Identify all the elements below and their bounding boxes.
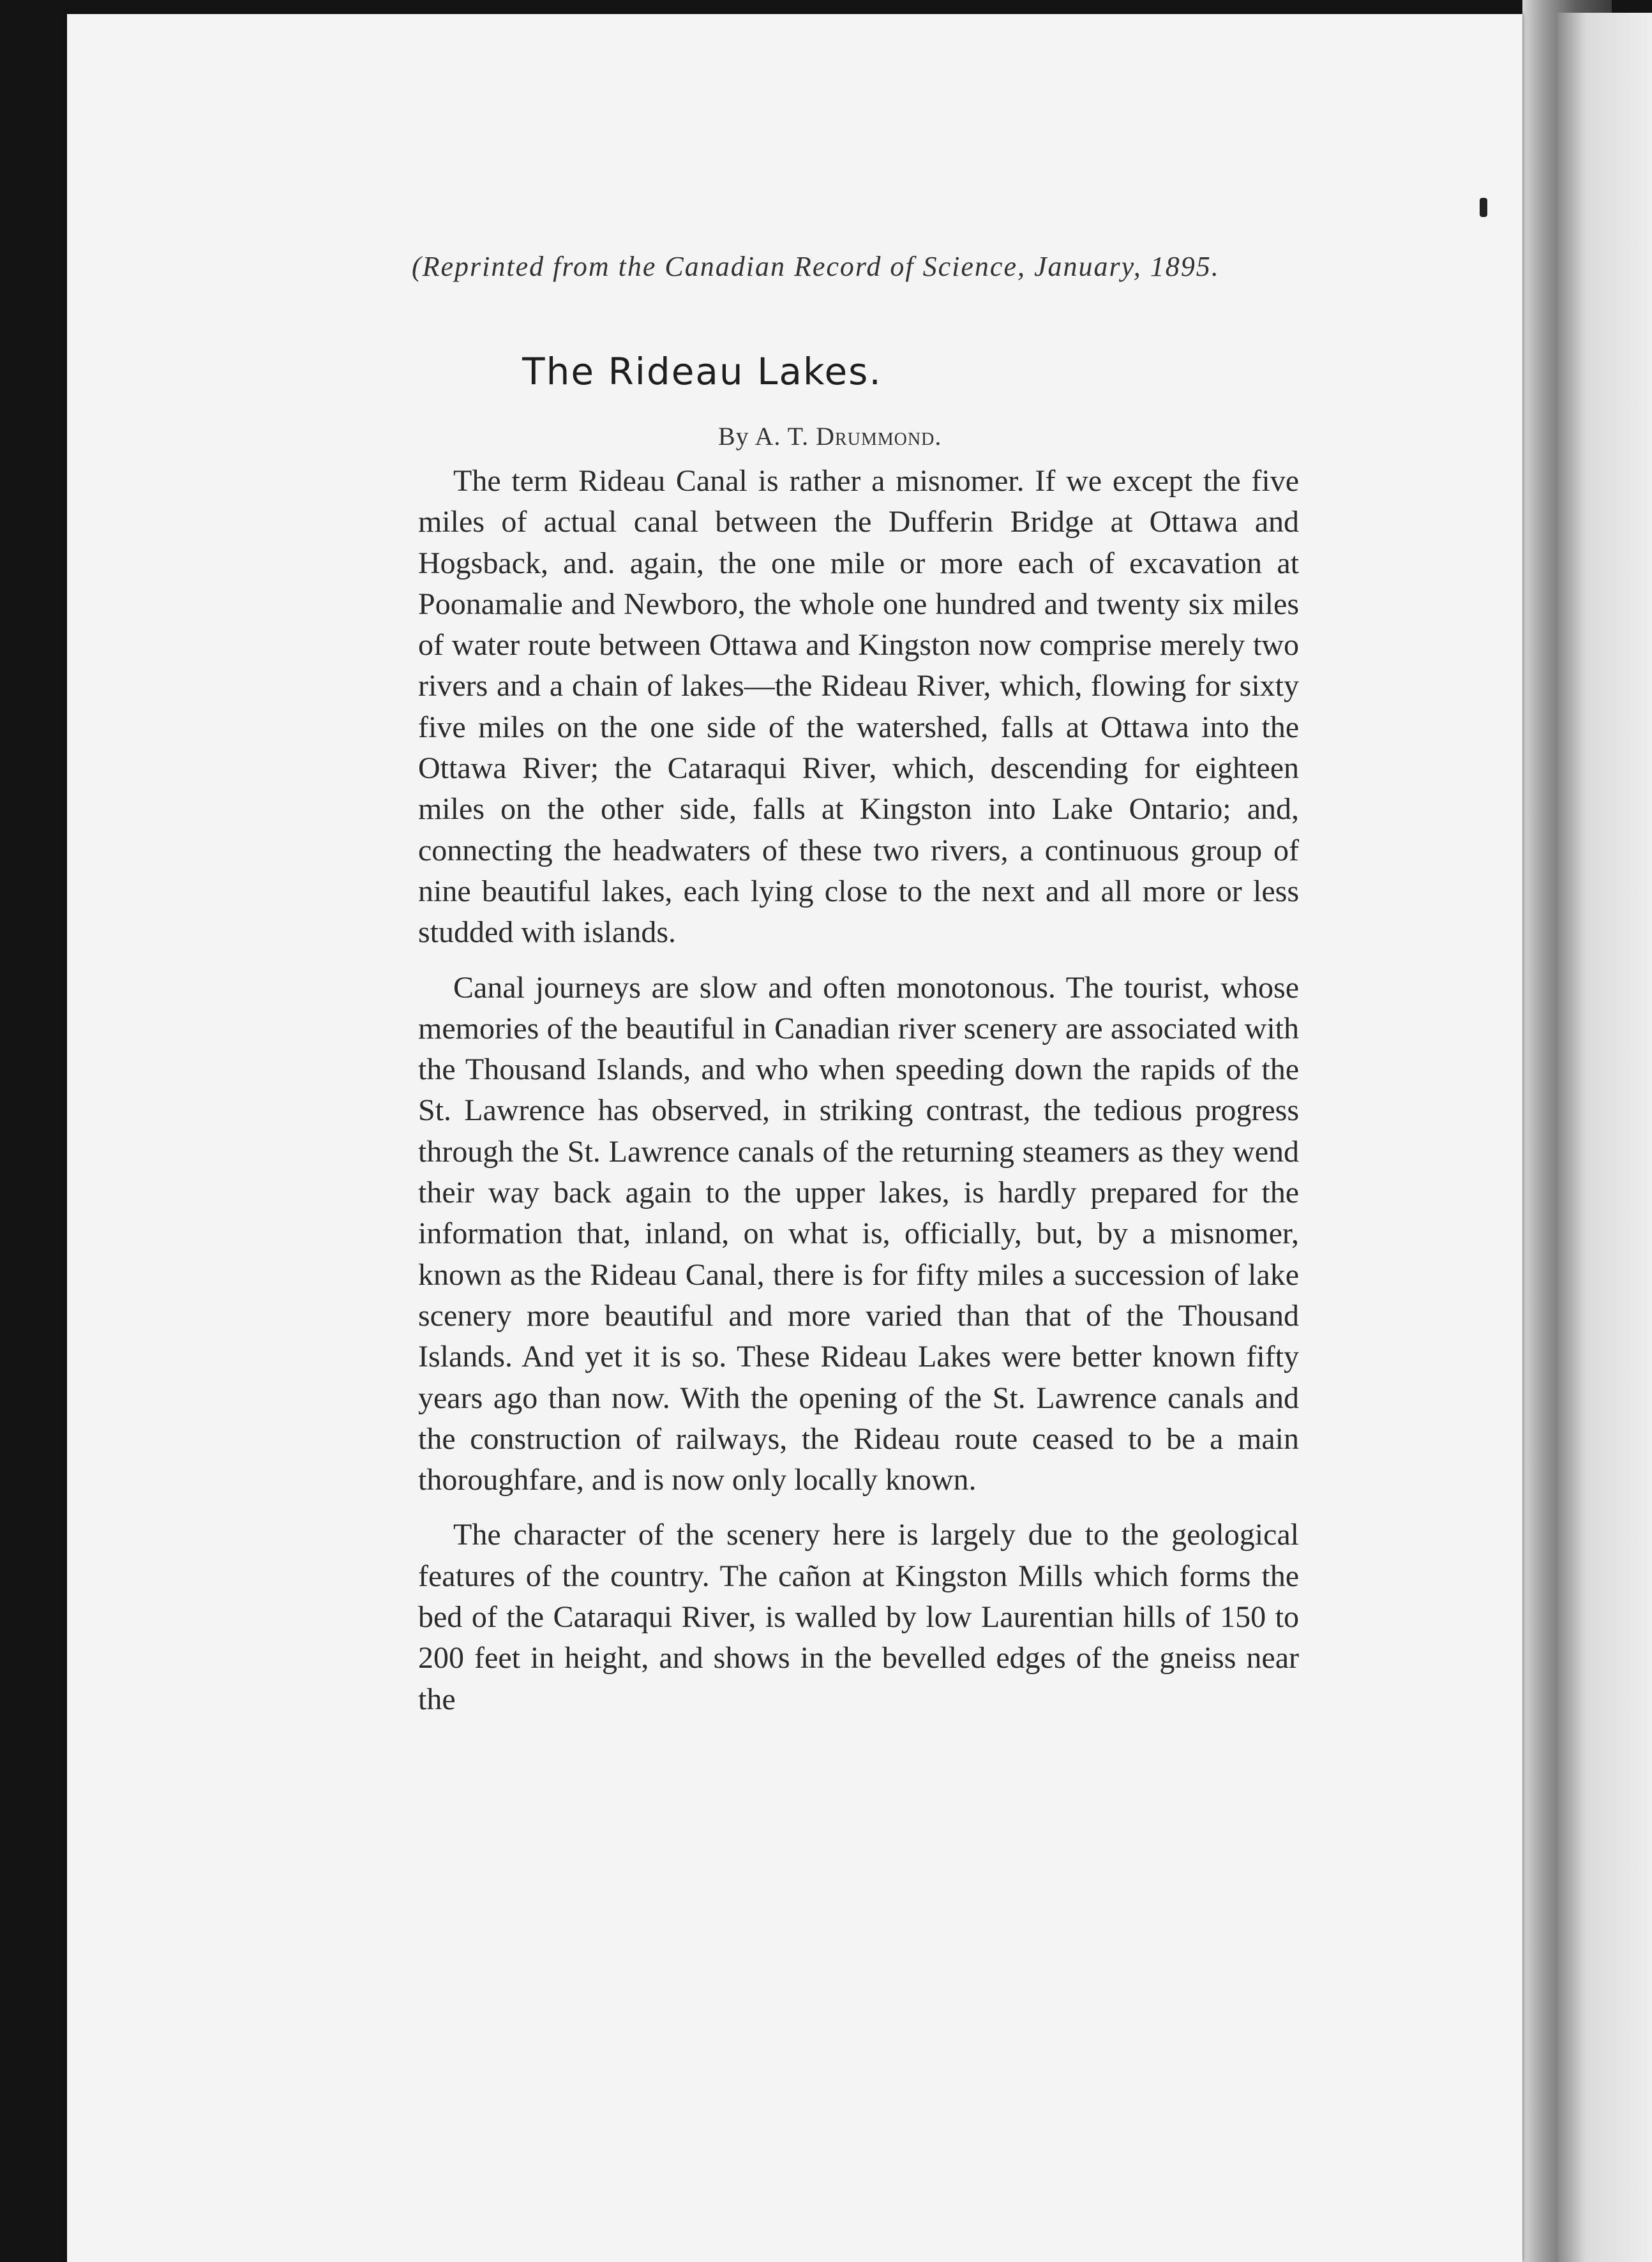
paragraph-3: The character of the scenery here is largely due to the geological features of the country. The cañon at Kingston Mills which forms the bed of the Cataraqui River, is walled by low Laurentian hills of 150 to 200 feet in height, and shows in the bevelled edges of the gneiss near the xyxy=(418,1518,1299,1716)
paragraph-2: Canal journeys are slow and often monotonous. The tourist, whose memories of the beautiful in Canadian river scenery are associated with the Thousand Islands, and who when speeding down the rapids of the St. Lawrence has observed, in striking contrast, the tedious progress through the St. Lawrence canals of the returning steamers as they wend their way back again to the upper lakes, is hardly prepared for the information that, inland, on what is, officially, but, by a misnomer, known as the Rideau Canal, there is for fifty miles a succession of lake scenery more beautiful and more varied than that of the Thousand Islands. And yet it is so. These Rideau Lakes were better known fifty years ago than now. With the opening of the St. Lawrence canals and the construction of railways, the Rideau route ceased to be a main thoroughfare, and is now only locally known. xyxy=(418,970,1299,1497)
byline-prefix: By A. T. xyxy=(718,422,809,451)
paragraph-1: The term Rideau Canal is rather a misnomer. If we except the five miles of actual canal between the Dufferin Bridge at Ottawa and Hogsback, and. again, the one mile or more each of excavation at Poonamalie and Newboro, the whole one hundred and twenty six miles of water route between Ottawa and Kingston now comprise merely two rivers and a chain of lakes—the Rideau River, which, flowing for sixty five miles on the one side of the watershed, falls at Ottawa into the Ottawa River; the Cataraqui River, which, descending for eighteen miles on the other side, falls at Kingston into Lake Ontario; and, connecting the headwaters of these two rivers, a continuous group of nine beautiful lakes, each lying close to the next and all more or less studded with islands. xyxy=(418,464,1299,950)
article-body xyxy=(418,461,1299,1734)
page-edge-mark xyxy=(1480,198,1487,217)
byline-author: Drummond. xyxy=(816,422,942,451)
article-byline xyxy=(718,421,942,451)
reprint-note: (Reprinted from the Canadian Record of Science, January, 1895. xyxy=(412,251,1220,282)
article-title: The Rideau Lakes. xyxy=(522,350,882,393)
